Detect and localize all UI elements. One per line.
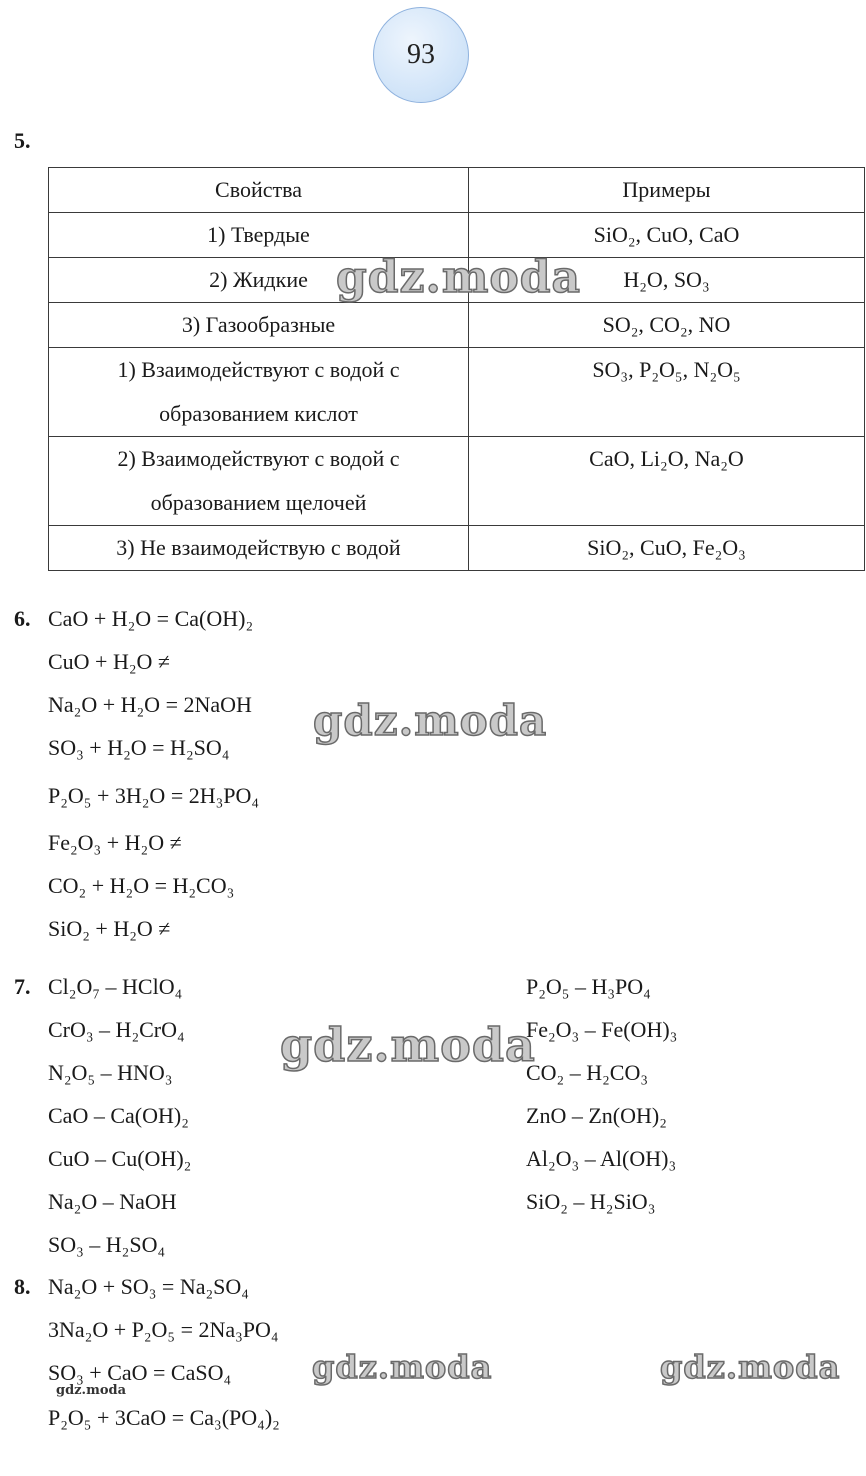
equation: Fe₂O₃ + H₂O ≠ <box>48 830 182 855</box>
table-row <box>49 303 865 348</box>
task5-number: 5. <box>14 128 31 153</box>
equation: SiO₂ + H₂O ≠ <box>48 916 171 941</box>
examples-cell: SO₃, P₂O₅, N₂O₅ <box>469 348 865 437</box>
property-cell <box>49 437 469 526</box>
task8-number: 8. <box>14 1274 31 1299</box>
watermark: gdz.moda <box>336 252 582 303</box>
header-properties: Свойства <box>49 168 469 213</box>
watermark: gdz.moda <box>280 1018 536 1072</box>
property-line: 2) Взаимодействуют с водой с <box>117 446 400 471</box>
oxide-pair: CaO – Ca(OH)₂ <box>48 1103 189 1128</box>
watermark: gdz.moda <box>313 696 548 745</box>
oxide-pair: P₂O₅ – H₃PO₄ <box>526 974 651 999</box>
task7-number: 7. <box>14 974 31 999</box>
oxide-pair: Cl₂O₇ – HClO₄ <box>48 974 183 999</box>
oxide-pair: ZnO – Zn(OH)₂ <box>526 1103 667 1128</box>
table-row <box>49 348 865 437</box>
watermark: gdz.moda <box>56 1383 127 1398</box>
equation: CuO + H₂O ≠ <box>48 649 170 674</box>
oxide-pair: CrO₃ – H₂CrO₄ <box>48 1017 185 1042</box>
property-line: образованием щелочей <box>150 490 367 515</box>
property-cell: 2) Жидкие <box>49 258 469 303</box>
table-row <box>49 437 865 526</box>
oxide-pair: SiO₂ – H₂SiO₃ <box>526 1189 656 1214</box>
equation: Na₂O + H₂O = 2NaOH <box>48 692 252 717</box>
examples-cell: CaO, Li₂O, Na₂O <box>469 437 865 526</box>
oxide-pair: Na₂O – NaOH <box>48 1189 177 1214</box>
equation: Na₂O + SO₃ = Na₂SO₄ <box>48 1274 249 1299</box>
property-line: 1) Взаимодействуют с водой с <box>117 357 400 382</box>
table-header-row <box>49 168 865 213</box>
equation: CaO + H₂O = Ca(OH)₂ <box>48 606 254 631</box>
examples-cell: SO₂, CO₂, NO <box>469 303 865 348</box>
header-examples: Примеры <box>469 168 865 213</box>
property-line: образованием кислот <box>159 401 358 426</box>
equation: 3Na₂O + P₂O₅ = 2Na₃PO₄ <box>48 1317 279 1342</box>
examples-cell: H₂O, SO₃ <box>469 258 865 303</box>
property-cell: 3) Газообразные <box>49 303 469 348</box>
oxide-pair: CO₂ – H₂CO₃ <box>526 1060 649 1085</box>
task6-number: 6. <box>14 606 31 631</box>
oxide-pair: CuO – Cu(OH)₂ <box>48 1146 192 1171</box>
equation: P₂O₅ + 3H₂O = 2H₃PO₄ <box>48 783 260 808</box>
oxide-pair: Al₂O₃ – Al(OH)₃ <box>526 1146 677 1171</box>
equation: SO₃ + H₂O = H₂SO₄ <box>48 735 230 760</box>
watermark: gdz.moda <box>660 1348 841 1386</box>
equation: P₂O₅ + 3CaO = Ca₃(PO₄)₂ <box>48 1405 280 1430</box>
properties-table <box>48 167 865 571</box>
page-number: 93 <box>407 39 435 70</box>
oxide-pair: Fe₂O₃ – Fe(OH)₃ <box>526 1017 678 1042</box>
table-row <box>49 213 865 258</box>
property-cell: 3) Не взаимодействую с водой <box>49 526 469 571</box>
oxide-pair: N₂O₅ – HNO₃ <box>48 1060 173 1085</box>
table-row <box>49 526 865 571</box>
watermark: gdz.moda <box>312 1348 493 1386</box>
equation: CO₂ + H₂O = H₂CO₃ <box>48 873 235 898</box>
equation: SO₃ + CaO = CaSO₄ <box>48 1360 232 1385</box>
property-cell: 1) Твердые <box>49 213 469 258</box>
page-number-badge <box>373 7 469 103</box>
examples-cell: SiO₂, CuO, CaO <box>469 213 865 258</box>
examples-cell: SiO₂, CuO, Fe₂O₃ <box>469 526 865 571</box>
property-cell <box>49 348 469 437</box>
oxide-pair: SO₃ – H₂SO₄ <box>48 1232 166 1257</box>
